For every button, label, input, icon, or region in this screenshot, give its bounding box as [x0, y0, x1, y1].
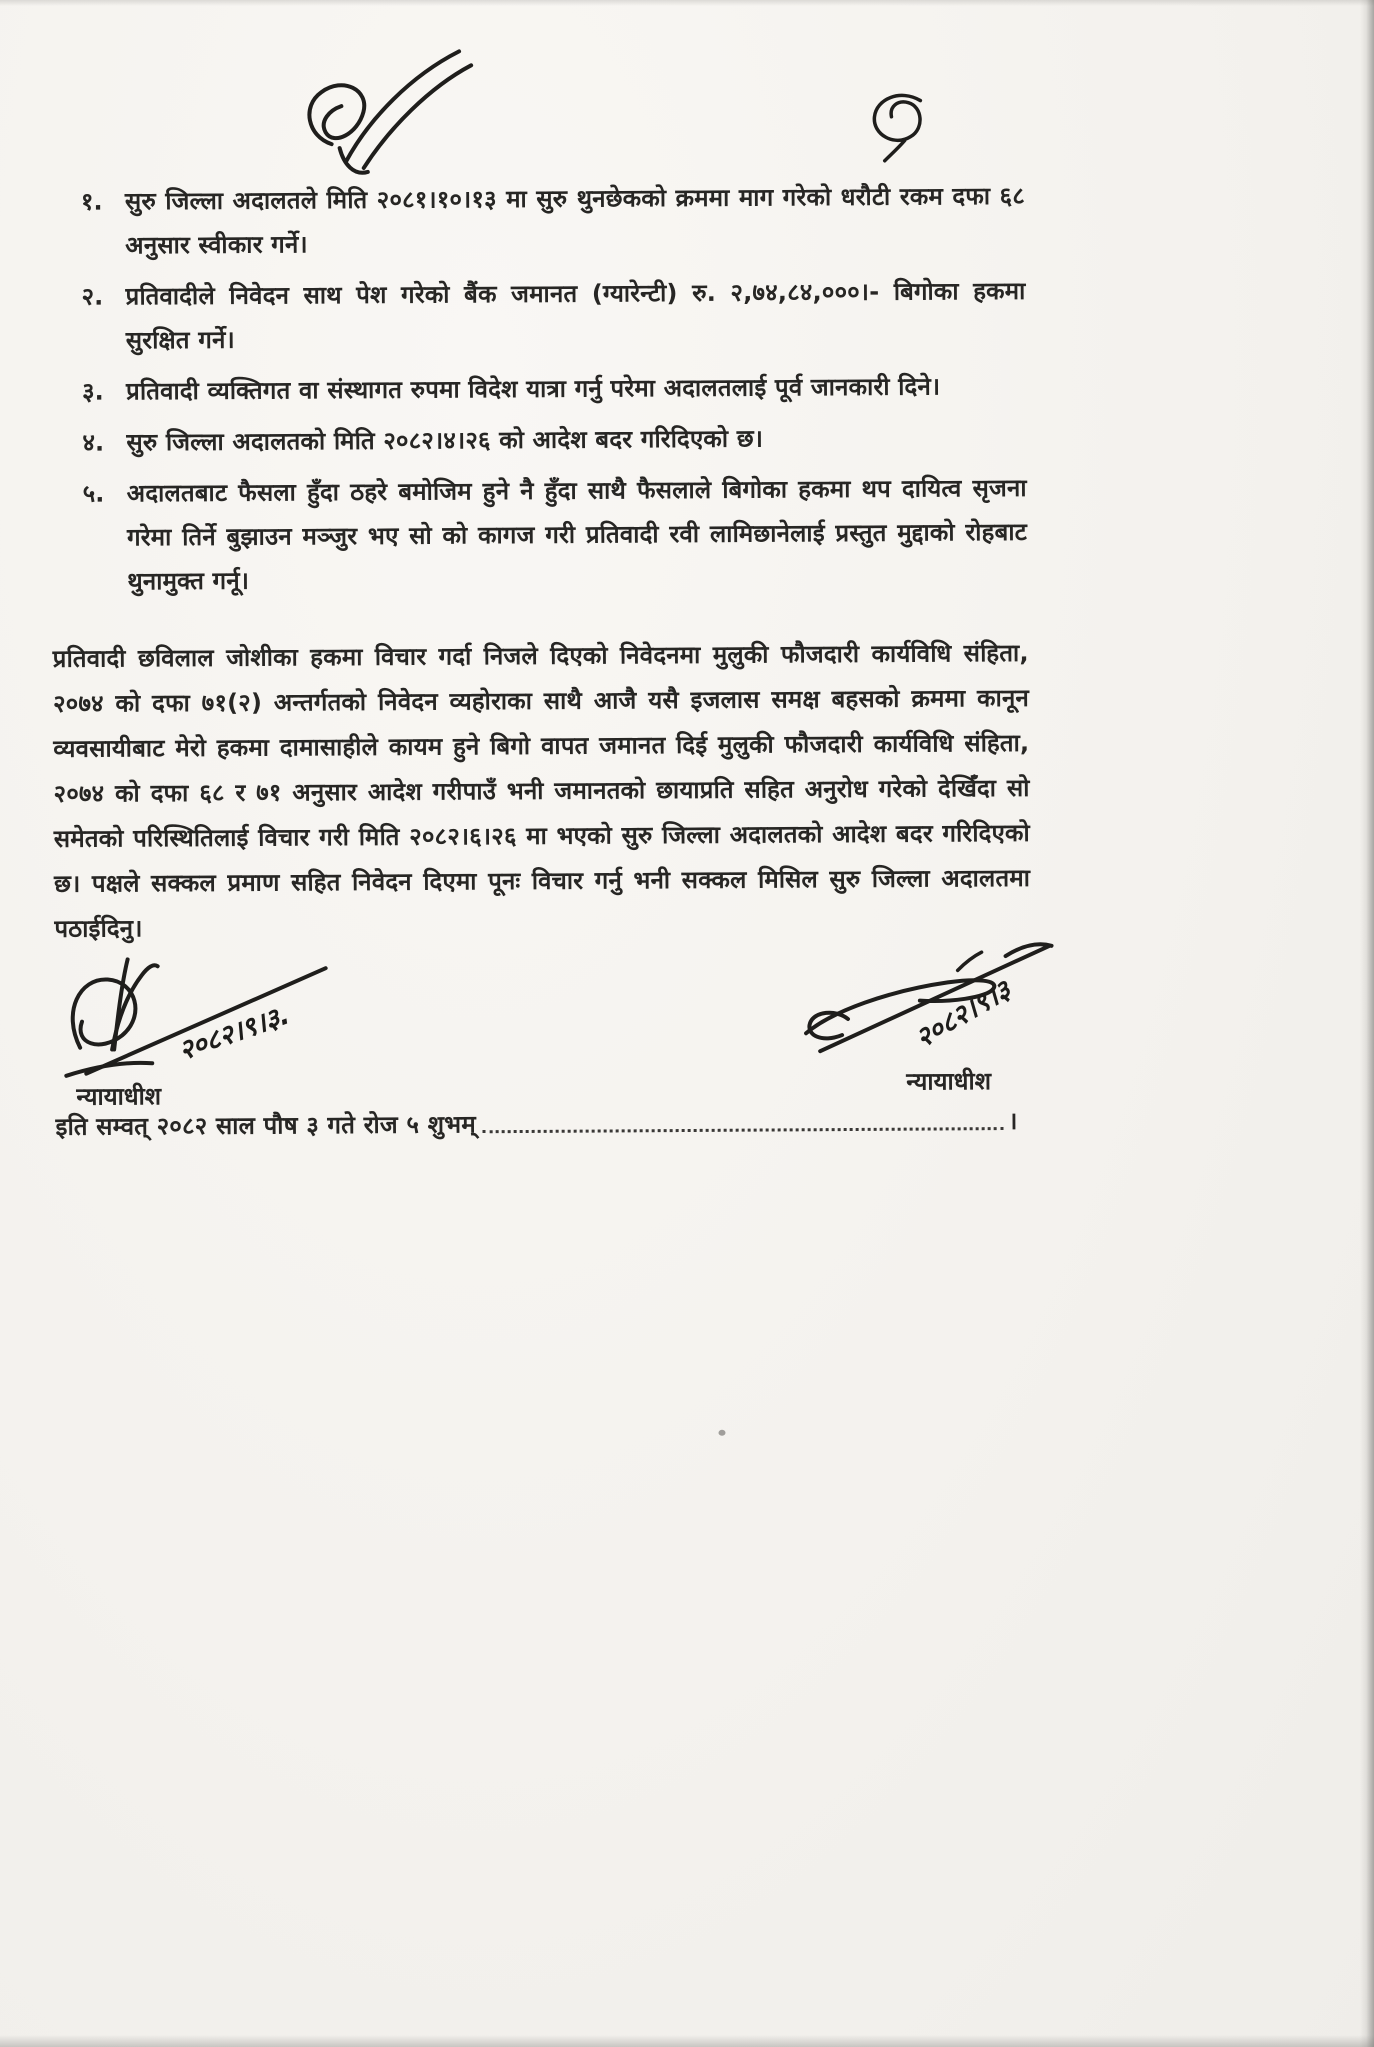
scan-edge-shadow-top [0, 0, 1374, 6]
item-number: २. [81, 282, 104, 311]
order-item [82, 364, 1026, 414]
item-number: ४. [82, 428, 105, 457]
signature-date: २०८२।९।३ [910, 974, 1017, 1055]
judge-title: न्यायाधीश [906, 1067, 992, 1096]
item-number: ३. [82, 377, 104, 406]
order-item [81, 174, 1026, 268]
item-text: प्रतिवादी व्यक्तिगत वा संस्थागत रुपमा विदेश यात्रा गर्नु परेमा अदालतलाई पूर्व जानकारी दिने। [126, 372, 941, 406]
order-items [81, 174, 1028, 611]
top-signature-flourish-icon [287, 43, 483, 198]
item-number: ५. [82, 479, 105, 508]
signature-date: २०८२।९।३. [174, 999, 294, 1067]
order-item [83, 466, 1028, 604]
decision-paragraph: प्रतिवादी छविलाल जोशीका हकमा विचार गर्दा निजले दिएको निवेदनमा मुलुकी फौजदारी कार्यविधि संहिता, २०७४ को दफा ७१(२) अन्तर्गतको निवेदन व्यहोराका साथै आजै यसै इजलास समक्ष बहसको क्रममा कानून व्यवसायीबाट मेरो हकमा दामासाहीले कायम हुने बिगो वापत जमानत दिई मुलुकी फौजदारी कार्यविधि संहिता, २०७४ को दफा ६८ र ७१ अनुसार आदेश गरीपाउँ भनी जमानतको छायाप्रति सहित अनुरोध गरेको देखिँदा सो समेतको परिस्थितिलाई विचार गरी मिति २०८२।६।२६ मा भएको सुरु जिल्ला अदालतको आदेश बदर गरिदिएको छ। पक्षले सक्कल प्रमाण सहित निवेदन दिएमा पूनः विचार गर्नु भनी सक्कल मिसिल सुरु जिल्ला अदालतमा पठाईदिनु। [52, 638, 1031, 943]
scan-edge-shadow-right [1360, 0, 1374, 2047]
item-text: अदालतबाट फैसला हुँदा ठहरे बमोजिम हुने नै हुँदा साथै फैसलाले बिगोका हकमा थप दायित्व सृजना गरेमा तिर्ने बुझाउन मञ्जुर भए सो को कागज गरी प्रतिवादी रवी लामिछानेलाई प्रस्तुत मुद्दाको रोहबाट थुनामुक्त गर्नू। [126, 473, 1028, 596]
scan-speck [718, 1430, 725, 1436]
judge-title: न्यायाधीश [76, 1082, 162, 1111]
item-number: १. [80, 187, 103, 216]
scan-edge-shadow-bottom [0, 2035, 1374, 2047]
top-right-initial-signature-icon [862, 88, 947, 168]
order-item [82, 415, 1026, 465]
closing-line [56, 1104, 1018, 1143]
item-text: प्रतिवादीले निवेदन साथ पेश गरेको बैंक जमानत (ग्यारेन्टी) रु. २,७४,८४,०००।- बिगोका हकमा सुरक्षित गर्ने। [125, 276, 1026, 355]
item-text: सुरु जिल्ला अदालतको मिति २०८२।४।२६ को आदेश बदर गरिदिएको छ। [126, 424, 764, 457]
dotted-filler [483, 1127, 1003, 1133]
end-danda: । [1008, 1106, 1018, 1136]
closing-date-text: इति सम्वत् २०८२ साल पौष ३ गते रोज ५ शुभम् [55, 1110, 476, 1141]
right-judge-signature-block [797, 936, 1068, 1108]
order-item [81, 269, 1026, 363]
left-judge-signature-block [58, 950, 379, 1122]
item-text: सुरु जिल्ला अदालतले मिति २०८१।१०।१३ मा सुरु थुनछेकको क्रममा माग गरेको धरौटी रकम दफा ६८ अनुसार स्वीकार गर्ने। [124, 181, 1026, 260]
